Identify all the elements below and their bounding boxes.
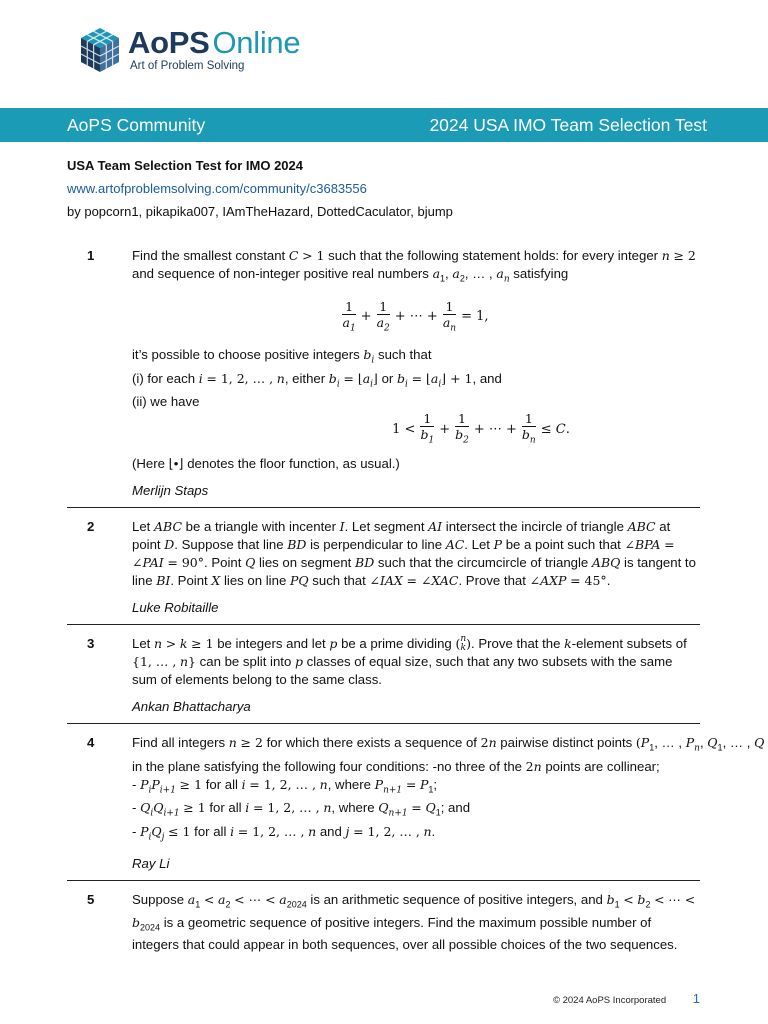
community-link[interactable]: www.artofproblemsolving.com/community/c3683556: [67, 181, 367, 196]
document-title: USA Team Selection Test for IMO 2024: [67, 158, 303, 173]
copyright-text: © 2024 AoPS Incorporated: [552, 995, 667, 1006]
problem-author: Luke Robitaille: [132, 599, 219, 615]
community-label[interactable]: AoPS Community: [67, 115, 206, 135]
problem-statement: Let ABC be a triangle with incenter I. Let segment AI intersect the incircle of triangle ABC at point D. Suppose that line BD is perpendicular to line AC. Let P be a point such that ∠BPA = ∠PAI = 90°. Point Q lies on segment BD such that the circumcircle of triangle ABQ is tangent to line BI. Point X lies on line PQ such that ∠IAX = ∠XAC. Prove that ∠AXP = 45°.: [132, 518, 696, 588]
problem-statement: Let n > k ≥ 1 be integers and let p be a prime dividing (n k). Prove that the k-element subsets of {1, … , n} can be split into p classes of equal size, such that any two subsets with the same sum of elements belong to the same class.: [132, 634, 687, 688]
logo-brand: AoPS: [128, 25, 210, 60]
document-meta: [67, 157, 453, 226]
problem-author: Ray Li: [132, 856, 170, 872]
page-number: 1: [692, 991, 700, 1006]
logo-tagline: Art of Problem Solving: [130, 60, 245, 72]
problem-3: [67, 635, 700, 717]
problem-number: 5: [87, 892, 95, 908]
divider: [67, 507, 700, 508]
problem-4: [67, 734, 765, 873]
authors-line: by popcorn1, pikapika007, IAmTheHazard, DottedCaculator, bjump: [67, 204, 453, 219]
contest-title: 2024 USA IMO Team Selection Test: [429, 115, 707, 135]
aops-cube-icon: [78, 26, 122, 74]
problem-statement: Find all integers n ≥ 2 for which there exists a sequence of 2n pairwise distinct points ($P_1$, … , $P_n$, $Q_1$, … , Q in the plane satisfying the following four conditions: -no three of the 2n points are collinear; - $P_iP_{i+1} \ge 1$ for all i = 1, 2, … , n, where $P_{n+1} = P_1$; - $Q_iQ_{i+1} \ge 1$ for all i = 1, 2, … , n, where $Q_{n+1} = Q_1$; and - $P_iQ_j \le 1$ for all i = 1, 2, … , n and j = 1, 2, … , n.: [132, 735, 765, 843]
problem-author: Merlijn Staps: [132, 482, 209, 498]
page-footer: [553, 991, 700, 1006]
divider: [67, 880, 700, 881]
problem-statement: Suppose $a_1 < a_2$ < ⋯ < $a_{2024}$ is an arithmetic sequence of positive integers, and $b_1 < b_2$ < ⋯ < $b_{2024}$ is a geometric sequence of positive integers. Find the maximum possible number of integers that could appear in both sequences, over all possible choices of the two sequences.: [132, 892, 696, 953]
aops-logo[interactable]: [78, 26, 300, 74]
header-banner: [0, 108, 768, 142]
divider: [67, 624, 700, 625]
problem-list: [67, 247, 765, 954]
problem-number: 3: [87, 635, 95, 651]
problem-number: 1: [87, 248, 95, 263]
problem-1: [67, 247, 700, 500]
problem-statement: Find the smallest constant C > 1 such that the following statement holds: for every integer n ≥ 2 and sequence of non-integer positive real numbers $a_1$, $a_2$, … , $a_n$ satisfying $\frac{1}{a_1}$ + $\frac{1}{a_2}$ + ⋯ + $\frac{1}{a_n}$ = 1, it’s possible to choose positive integers $b_i$ such that (i) for each i = 1, 2, … , n, either $b_i$ = $⌊a_i⌋$ or $b_i$ = $⌊a_i⌋ + 1$, and (ii) we have 1 < $\frac{1}{b_1}$ + $\frac{1}{b_2}$ + ⋯ + $\frac{1}{b_n}$ ≤ C. (Here ⌊•⌋ denotes the floor function, as usual.): [132, 248, 696, 471]
problem-author: Ankan Bhattacharya: [132, 699, 251, 715]
problem-number: 4: [87, 735, 95, 751]
divider: [67, 723, 700, 724]
problem-number: 2: [87, 518, 95, 534]
problem-2: [67, 518, 700, 617]
problem-5: [67, 891, 700, 954]
logo-product: Online: [212, 25, 301, 60]
